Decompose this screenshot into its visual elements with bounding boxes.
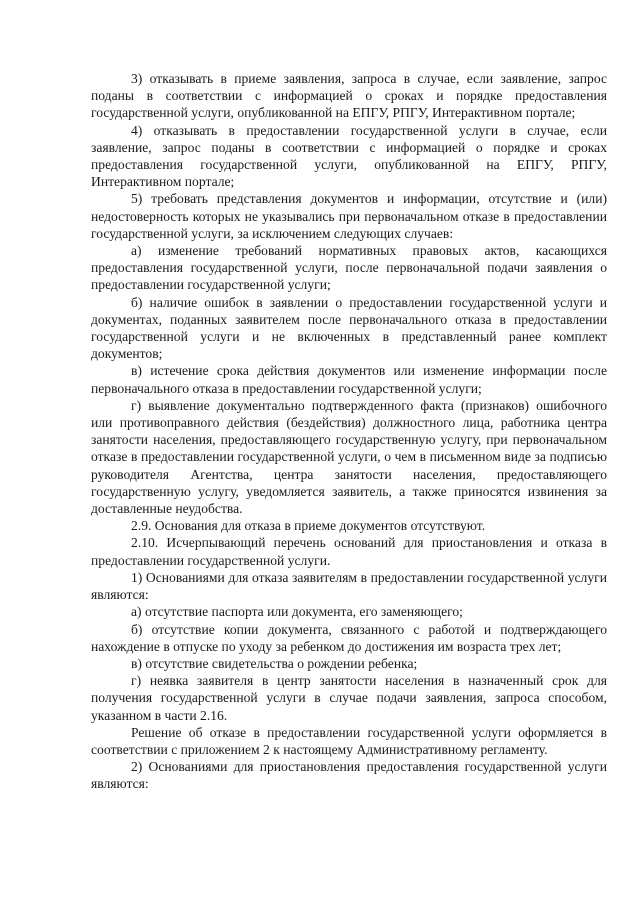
paragraph-refusal-b: б) отсутствие копии документа, связанного с работой и подтверждающего нахождение в отпуске по уходу за ребенком до достижения им возраста трех лет;: [91, 621, 607, 654]
paragraph-suspension-grounds: 2) Основаниями для приостановления предоставления государственной услуги являются:: [91, 759, 607, 792]
paragraph-item-3: 3) отказывать в приеме заявления, запроса в случае, если заявление, запрос поданы в соответствии с информацией о сроках и порядке предоставления государственной услуги, опубликованной на ЕПГУ, РПГУ, Интерактивном портале;: [91, 71, 607, 121]
paragraph-item-4: 4) отказывать в предоставлении государственной услуги в случае, если заявление, запрос поданы в соответствии с информацией о порядке и сроках предоставления государственной услуги, опубликованной на ЕПГУ, РПГУ, Интерактивном портале;: [91, 122, 607, 190]
paragraph-subitem-b: б) наличие ошибок в заявлении о предоставлении государственной услуги и документах, поданных заявителем после первоначального отказа в предоставлении государственной услуги и не включенных в представленный ранее комплект документов;: [91, 294, 607, 362]
paragraph-refusal-a: а) отсутствие паспорта или документа, его заменяющего;: [131, 604, 463, 620]
paragraph-refusal-decision: Решение об отказе в предоставлении государственной услуги оформляется в соответствии с приложением 2 к настоящему Административному регламенту.: [91, 724, 607, 757]
paragraph-refusal-g: г) неявка заявителя в центр занятости населения в назначенный срок для получения государственной услуги в случае подачи заявления, запроса способом, указанном в части 2.16.: [91, 673, 607, 723]
paragraph-2-9: 2.9. Основания для отказа в приеме документов отсутствуют.: [131, 518, 486, 534]
paragraph-subitem-a: а) изменение требований нормативных правовых актов, касающихся предоставления государственной услуги, после первоначальной подачи заявления о предоставлении государственной услуги;: [91, 243, 607, 293]
paragraph-refusal-v: в) отсутствие свидетельства о рождении ребенка;: [131, 655, 418, 671]
document-page: [91, 70, 607, 793]
paragraph-item-5: 5) требовать представления документов и информации, отсутствие и (или) недостоверность которых не указывались при первоначальном отказе в предоставлении государственной услуги, за исключением следующих случаев:: [91, 191, 607, 241]
paragraph-refusal-grounds: 1) Основаниями для отказа заявителям в предоставлении государственной услуги являются:: [91, 569, 607, 603]
paragraph-2-10: 2.10. Исчерпывающий перечень оснований для приостановления и отказа в предоставлении государственной услуги.: [91, 535, 607, 568]
paragraph-subitem-v: в) истечение срока действия документов или изменение информации после первоначального отказа в предоставлении государственной услуги;: [91, 363, 607, 396]
paragraph-subitem-g: г) выявление документально подтвержденного факта (признаков) ошибочного или противоправного действия (бездействия) должностного лица, работника центра занятости населения, предоставляющего государственную услугу, при первоначальном отказе в предоставлении государственной услуги, о чем в письменном виде за подписью руководителя Агентства, центра занятости населения, предоставляющего государственную услугу, уведомляется заявитель, а также приносятся извинения за доставленные неудобства.: [91, 397, 607, 517]
